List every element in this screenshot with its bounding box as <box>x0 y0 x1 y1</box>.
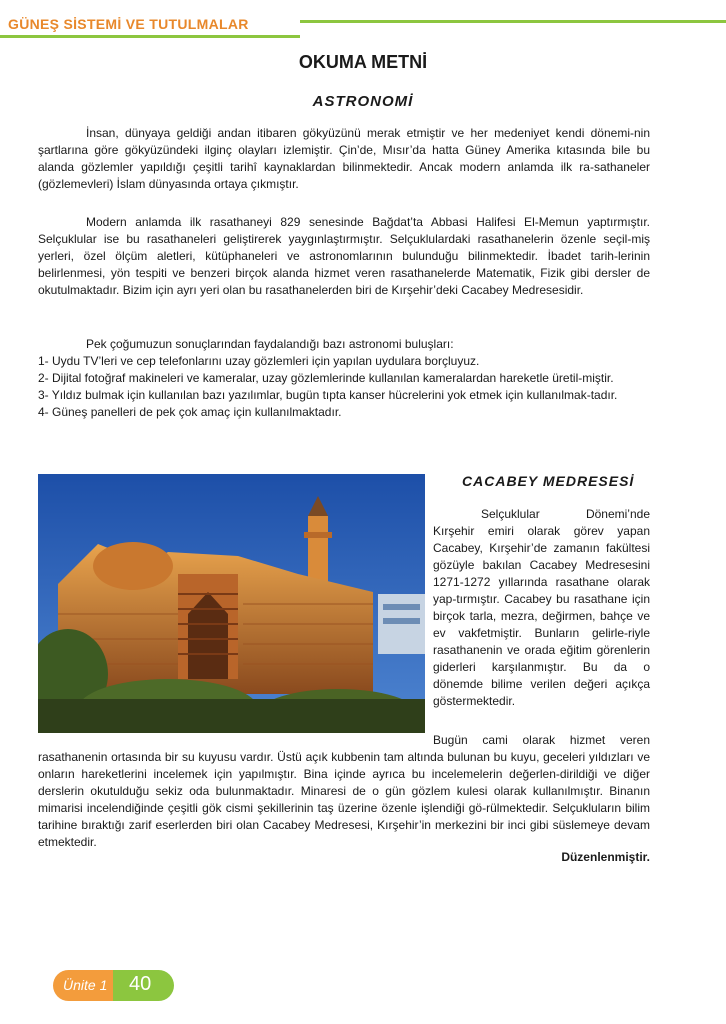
cacabey-medresesi-photo <box>38 474 425 733</box>
side-paragraph: Selçuklular Dönemi’nde Kırşehir emiri olarak görev yapan Cacabey, Kırşehir’de zamanın fakültesi gözüyle bakılan Cacabey Medresesini 1271-1272 yıllarında rasathane olarak yap-tırmıştır. Cacabey bu rasathane için birçok tarla, mezra, değirmen, bahçe ve ev vakfetmiştir. Bunların gelirle-riyle rasathanenin ve orada eğitim görenlerin giderleri karşılanmıştır. Bu da o dönemde bilime verilen değeri açıkça göstermektedir. <box>433 507 650 708</box>
header-divider-top <box>300 20 726 23</box>
paragraph-1: İnsan, dünyaya geldiği andan itibaren gökyüzünü merak etmiştir ve her medeniyet kendi dönemi-nin şartlarına göre gökyüzündeki ilginç olayları izlemiştir. Çin’de, Mısır’da hatta Güney Amerika kıtasında bile bu alanda gözlemler yapıldığı çeşitli tarihî kaynaklardan bilinmektedir. Ancak modern anlamda ilk ra-sathaneler (gözlemevleri) İslam dünyasında ortaya çıkmıştır. <box>38 126 650 191</box>
side-section-title: CACABEY MEDRESESİ <box>462 473 635 489</box>
unit-label: Ünite 1 <box>63 977 108 993</box>
page-title: OKUMA METNİ <box>298 52 428 72</box>
paragraph-4 <box>38 732 650 851</box>
paragraph-2: Modern anlamda ilk rasathaneyi 829 senesinde Bağdat’ta Abbasi Halifesi El-Memun yaptırmıştır. Selçuklular ise bu rasathaneleri geliştirerek yaygınlaştırmıştır. Selçuklulardaki rasathanelerin özenle seçil-miş yerleri, özel ölçüm aletleri, kütüphaneleri ve astronomlarının bulunduğu bilinmektedir. İbadet tarih-lerinin belirlenmesi, yön tespiti ve benzeri birçok alanda hizmet veren rasathanelerde Matematik, Fizik gibi dersler de okutulmaktadır. Bizim için ayrı yeri olan bu rasathanelerden biri de Kırşehir’deki Cacabey Medresesidir. <box>38 215 650 297</box>
signature-note: Düzenlenmiştir. <box>561 850 650 864</box>
list-item: 3- Yıldız bulmak için kullanılan bazı yazılımlar, bugün tıpta kanser hücrelerini yok etmek için kullanılmak-tadır. <box>38 388 618 402</box>
list-item: 4- Güneş panelleri de pek çok amaç için kullanılmaktadır. <box>38 405 342 419</box>
list-item: 1- Uydu TV’leri ve cep telefonlarını uzay gözlemleri için yapılan uydulara borçluyuz. <box>38 354 480 368</box>
header-title: GÜNEŞ SİSTEMİ VE TUTULMALAR <box>8 16 249 32</box>
list-item: 2- Dijital fotoğraf makineleri ve kameralar, uzay gözlemlerinde kullanılan kameralardan hareketle üretil-miştir. <box>38 371 614 385</box>
discoveries-list <box>38 336 650 421</box>
header-divider <box>0 35 300 38</box>
page-badge <box>53 970 174 1001</box>
page-number: 40 <box>129 973 152 995</box>
section-title: ASTRONOMİ <box>312 93 414 110</box>
list-intro: Pek çoğumuzun sonuçlarından faydalandığı bazı astronomi buluşları: <box>86 337 454 351</box>
paragraph-4-text: Bugün cami olarak hizmet veren rasathanenin ortasında bir su kuyusu vardır. Üstü açık kubbenin tam altında bulunan bu kuyu, geceleri yıldızları ve onların hareketlerini incelemek için yapılmıştır. Bina içinde ayrıca bu incelemelerin değerlen-dirildiği ve diğer derslerin okutulduğu sekiz oda bulunmaktadır. Minaresi de o gün gözlem kulesi olarak kullanılmıştır. Binanın mimarisi incelendiğinde çeşitli gök cismi şekillerinin taş üzerine özenle işlendiği gö-rülmektedir. Selçukluların bilim tarihine bıraktığı zarif eserlerden biri olan Cacabey Medresesi, Kırşehir’in merkezini bir inci gibi süslemeye devam etmektedir. <box>38 733 650 849</box>
